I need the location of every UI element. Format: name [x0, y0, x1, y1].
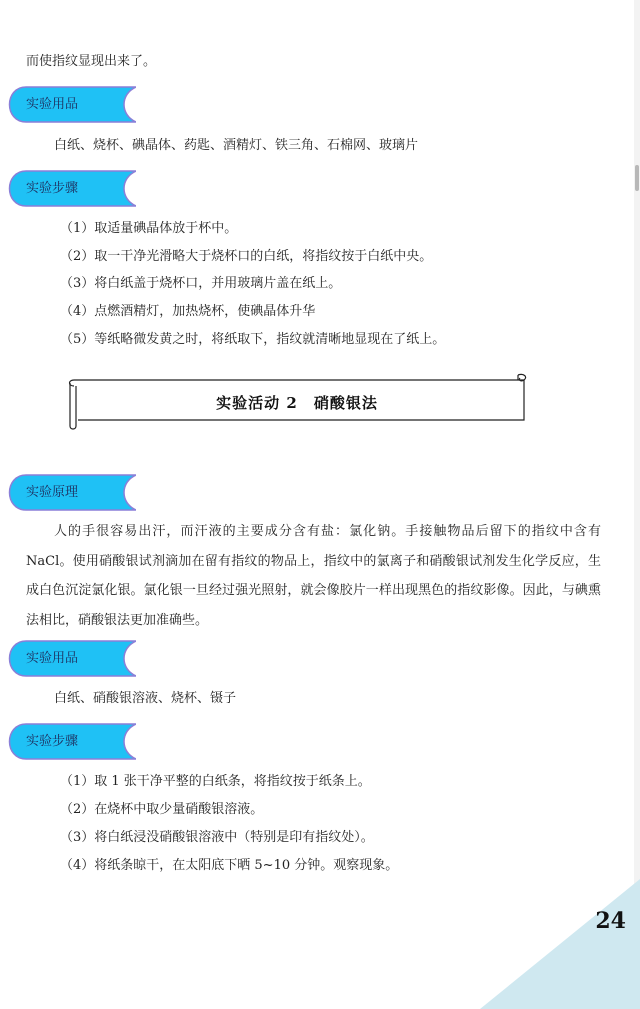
section-tag-materials-2: [8, 640, 136, 677]
section-tag-steps-2: [8, 723, 136, 760]
activity-title-banner: [66, 372, 528, 430]
step-item: （3）将白纸盖于烧杯口，并用玻璃片盖在纸上。: [60, 276, 342, 291]
step-item: （1）取适量碘晶体放于杯中。: [60, 221, 238, 236]
lead-line: 而使指纹显现出来了。: [26, 54, 157, 69]
materials-text: 白纸、烧杯、碘晶体、药匙、酒精灯、铁三角、石棉网、玻璃片: [54, 138, 419, 153]
tag-label: 实验步骤: [26, 734, 79, 749]
tag-label: 实验用品: [26, 651, 79, 666]
step-item: （2）在烧杯中取少量硝酸银溶液。: [60, 802, 264, 817]
step-item: （5）等纸略微发黄之时，将纸取下，指纹就清晰地显现在了纸上。: [60, 332, 446, 347]
scrollbar-thumb[interactable]: [635, 165, 639, 191]
step-item: （4）点燃酒精灯，加热烧杯，使碘晶体升华: [60, 304, 316, 319]
section-tag-steps: [8, 170, 136, 207]
step-item: （3）将白纸浸没硝酸银溶液中（特别是印有指纹处）。: [60, 830, 374, 845]
principle-paragraph: 人的手很容易出汗，而汗液的主要成分含有盐：氯化钠。手接触物品后留下的指纹中含有 NaCl。使用硝酸银试剂滴加在留有指纹的物品上，指纹中的氯离子和硝酸银试剂发生化学反应，生成白色沉淀氯化银。氯化银一旦经过强光照射，就会像胶片一样出现黑色的指纹影像。因此，与碘熏法相比，硝酸银法更加准确些。: [26, 524, 601, 628]
section-tag-principle: [8, 474, 136, 511]
tag-label: 实验原理: [26, 485, 79, 500]
step-item: （2）取一干净光滑略大于烧杯口的白纸，将指纹按于白纸中央。: [60, 249, 433, 264]
step-item: （1）取 1 张干净平整的白纸条，将指纹按于纸条上。: [60, 774, 371, 789]
page-corner-decoration: [480, 879, 640, 1009]
section-tag-materials: [8, 86, 136, 123]
materials-text-2: 白纸、硝酸银溶液、烧杯、镊子: [54, 691, 237, 706]
scrollbar[interactable]: [634, 0, 640, 1009]
page-number: 24: [595, 908, 626, 934]
tag-label: 实验用品: [26, 97, 79, 112]
tag-label: 实验步骤: [26, 181, 79, 196]
step-item: （4）将纸条晾干，在太阳底下晒 5~10 分钟。观察现象。: [60, 858, 399, 873]
activity-title: 实验活动 2 硝酸银法: [216, 394, 378, 412]
